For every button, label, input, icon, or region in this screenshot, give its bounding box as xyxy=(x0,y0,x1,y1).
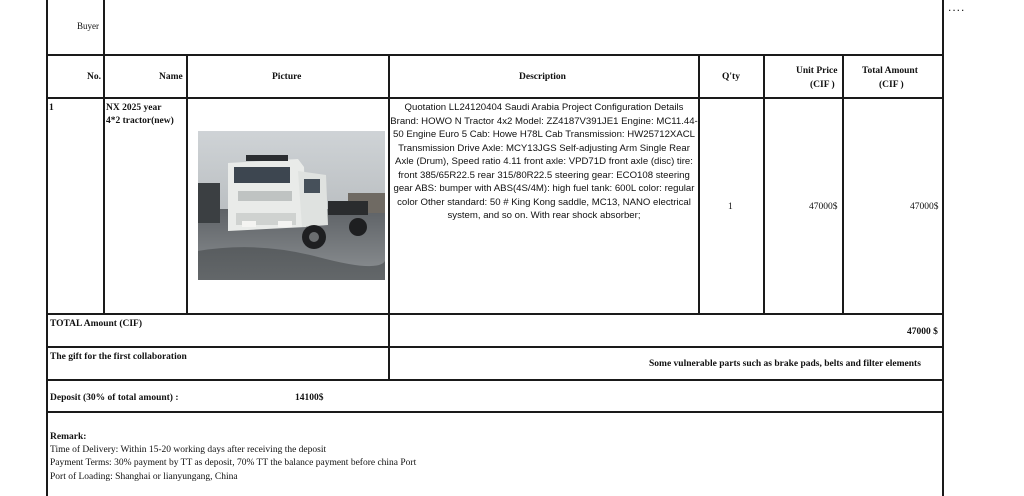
col-sep-2 xyxy=(186,54,188,314)
col-header-total-amount: Total Amount xyxy=(862,66,918,76)
col-header-total-amount-cif: (CIF ) xyxy=(879,80,904,90)
border-left xyxy=(46,0,48,496)
truck-photo xyxy=(198,131,385,280)
remark-line: Payment Terms: 30% payment by TT as deposit, 70% TT the balance payment before china Port xyxy=(50,458,417,468)
buyer-label: Buyer xyxy=(77,21,99,31)
remark-line: Time of Delivery: Within 15-20 working days after receiving the deposit xyxy=(50,445,327,455)
total-label: TOTAL Amount (CIF) xyxy=(50,319,143,329)
col-header-no: No. xyxy=(87,72,101,82)
item-total-amount: 47000$ xyxy=(910,202,939,212)
rule-header-bottom xyxy=(46,97,943,99)
remark-title: Remark: xyxy=(50,432,87,442)
total-value: 47000 $ xyxy=(907,327,938,337)
rule-total-bottom xyxy=(46,346,943,348)
item-description: Quotation LL24120404 Saudi Arabia Project Configuration Details Brand: HOWO N Tractor 4x2 Model: ZZ4187V391JE1 Engine: MC11.44-50 Engine Euro 5 Cab: Howe H78L Cab Transmission: HW25712XACL Transmission Drive Axle: MCY13JGS Self-adjusting Arm Single Rear Axle (Drum), Speed ratio 4.11 front axle: VPD71D front axle (disc) tire: front 385/65R22.5 rear 315/80R22.5 steering gear: ECO108 steering gear ABS: bumper with ABS(4S/4M): high fuel tank: 600L color: regular color Other standard: 50 # King Kong saddle, MC13, NANO electrical system, and so on. With rear shock absorber; xyxy=(390,102,698,221)
col-header-unit-price-cif: (CIF ) xyxy=(810,80,835,90)
item-no: 1 xyxy=(49,103,54,113)
gift-value: Some vulnerable parts such as brake pads, belts and filter elements xyxy=(649,359,921,369)
gift-label: The gift for the first collaboration xyxy=(50,352,187,362)
rule-header-top xyxy=(46,54,943,56)
item-name-line1: NX 2025 year xyxy=(106,103,162,113)
rule-gift-bottom xyxy=(46,379,943,381)
item-unit-price: 47000$ xyxy=(809,202,838,212)
buyer-divider xyxy=(103,0,105,54)
col-header-picture: Picture xyxy=(272,72,302,82)
col-header-unit-price: Unit Price xyxy=(796,66,838,76)
deposit-label: Deposit (30% of total amount) : xyxy=(50,393,179,403)
item-name-line2: 4*2 tractor(new) xyxy=(106,116,174,126)
more-icon[interactable]: .... xyxy=(948,0,966,14)
remark-line: Port of Loading: Shanghai or lianyungang, China xyxy=(50,472,238,482)
col-header-name: Name xyxy=(159,72,183,82)
deposit-value: 14100$ xyxy=(295,393,324,403)
border-right xyxy=(942,0,944,496)
col-sep-6 xyxy=(842,54,844,314)
col-header-description: Description xyxy=(519,72,566,82)
rule-deposit-bottom xyxy=(46,411,943,413)
col-sep-4 xyxy=(698,54,700,314)
col-sep-5 xyxy=(763,54,765,314)
item-qty: 1 xyxy=(728,202,733,212)
col-header-qty: Q'ty xyxy=(722,72,740,82)
rule-item-bottom xyxy=(46,313,943,315)
col-sep-1 xyxy=(103,54,105,314)
